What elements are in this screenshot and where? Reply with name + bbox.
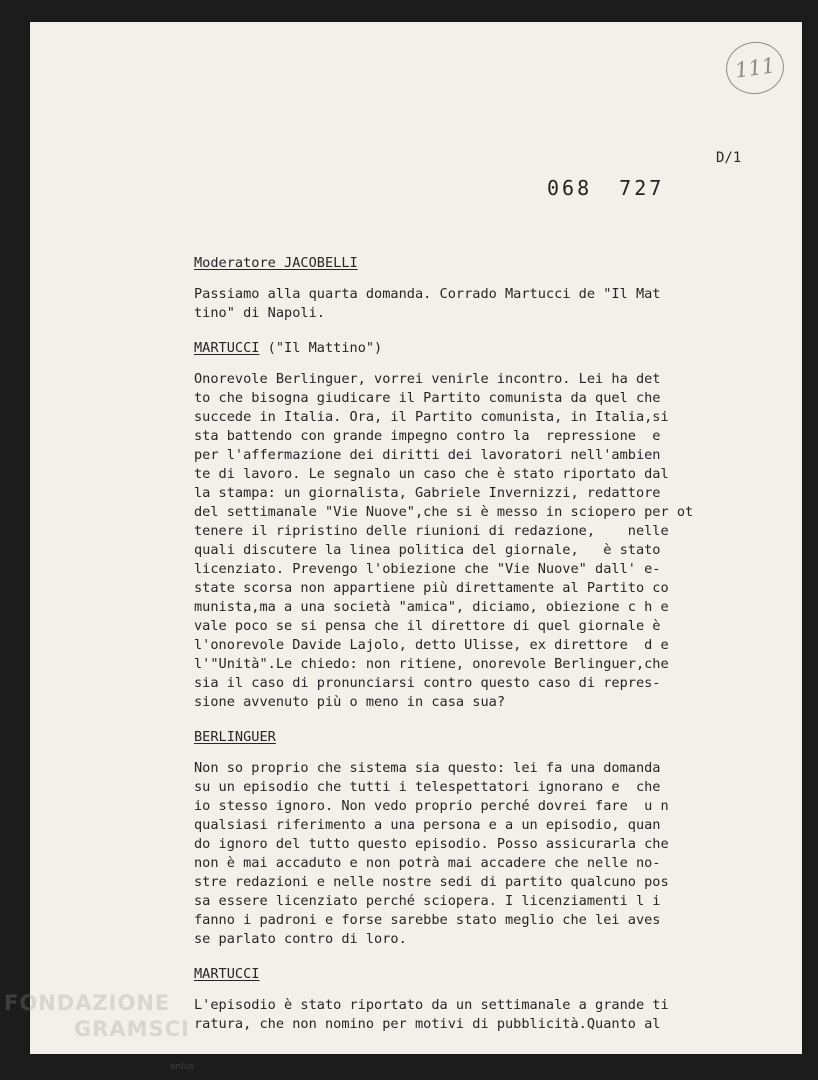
document-page: [30, 22, 802, 1054]
text-line: tino" di Napoli.: [194, 305, 325, 321]
text-line: do ignoro del tutto questo episodio. Posso assicurarla che: [194, 836, 669, 852]
text-line: state scorsa non appartiene più direttamente al Partito co: [194, 580, 669, 596]
text-line: la stampa: un giornalista, Gabriele Invernizzi, redattore: [194, 485, 661, 501]
text-line: sione avvenuto più o meno in casa sua?: [194, 694, 505, 710]
transcript-section: [194, 339, 754, 712]
text-line: munista,ma a una società "amica", diciamo, obiezione c h e: [194, 599, 669, 615]
watermark-line-1: FONDAZIONE: [4, 991, 171, 1015]
text-line: sta battendo con grande impegno contro la repressione e: [194, 428, 661, 444]
text-line: l'"Unità".Le chiedo: non ritiene, onorevole Berlinguer,che: [194, 656, 669, 672]
text-line: stre redazioni e nelle nostre sedi di partito qualcuno pos: [194, 874, 669, 890]
watermark-line-2: GRAMSCI: [74, 1017, 190, 1041]
speech-paragraph: [194, 759, 754, 949]
text-line: del settimanale "Vie Nuove",che si è messo in sciopero per ot: [194, 504, 694, 520]
text-line: quali discutere la linea politica del giornale, è stato: [194, 542, 661, 558]
text-line: su un episodio che tutti i telespettatori ignorano e che: [194, 779, 661, 795]
document-code: 068 727: [547, 176, 665, 200]
text-line: fanno i padroni e forse sarebbe stato meglio che lei aves: [194, 912, 661, 928]
text-line: per l'affermazione dei diritti dei lavoratori nell'ambien: [194, 447, 661, 463]
speech-paragraph: [194, 370, 754, 712]
text-line: l'onorevole Davide Lajolo, detto Ulisse, ex direttore d e: [194, 637, 669, 653]
text-line: te di lavoro. Le segnalo un caso che è stato riportato dal: [194, 466, 669, 482]
speaker-name: BERLINGUER: [194, 729, 276, 745]
speaker-note: ("Il Mattino"): [259, 340, 383, 356]
speech-paragraph: [194, 996, 754, 1034]
text-line: L'episodio è stato riportato da un settimanale a grande ti: [194, 997, 669, 1013]
text-line: tenere il ripristino delle riunioni di redazione, nelle: [194, 523, 669, 539]
text-line: Non so proprio che sistema sia questo: lei fa una domanda: [194, 760, 661, 776]
speech-paragraph: [194, 285, 754, 323]
speaker-name: Moderatore JACOBELLI: [194, 255, 358, 271]
speaker-name: MARTUCCI: [194, 340, 260, 356]
text-line: non è mai accaduto e non potrà mai accadere che nelle no-: [194, 855, 661, 871]
transcript-section: [194, 965, 754, 1034]
text-line: Passiamo alla quarta domanda. Corrado Martucci de "Il Mat: [194, 286, 661, 302]
text-line: io stesso ignoro. Non vedo proprio perché dovrei fare u n: [194, 798, 669, 814]
text-line: succede in Italia. Ora, il Partito comunista, in Italia,si: [194, 409, 669, 425]
transcript-section: [194, 254, 754, 323]
speaker-heading: [194, 339, 754, 358]
speaker-heading: [194, 254, 754, 273]
speaker-name: MARTUCCI: [194, 966, 260, 982]
transcript-body: [194, 254, 754, 1050]
transcript-section: [194, 728, 754, 949]
text-line: se parlato contro di loro.: [194, 931, 407, 947]
text-line: sia il caso di pronunciarsi contro questo caso di repres-: [194, 675, 661, 691]
text-line: licenziato. Prevengo l'obiezione che "Vie Nuove" dall' e-: [194, 561, 661, 577]
text-line: to che bisogna giudicare il Partito comunista da quel che: [194, 390, 661, 406]
watermark-line-3: onlus: [170, 1062, 195, 1072]
text-line: vale poco se si pensa che il direttore di quel giornale è: [194, 618, 661, 634]
text-line: ratura, che non nomino per motivi di pubblicità.Quanto al: [194, 1016, 661, 1032]
archive-number-stamp: 111: [723, 38, 788, 98]
text-line: Onorevole Berlinguer, vorrei venirle incontro. Lei ha det: [194, 371, 661, 387]
speaker-heading: [194, 728, 754, 747]
text-line: sa essere licenziato perché sciopera. I licenziamenti l i: [194, 893, 661, 909]
speaker-heading: [194, 965, 754, 984]
page-reference: D/1: [716, 150, 742, 166]
text-line: qualsiasi riferimento a una persona e a un episodio, quan: [194, 817, 661, 833]
